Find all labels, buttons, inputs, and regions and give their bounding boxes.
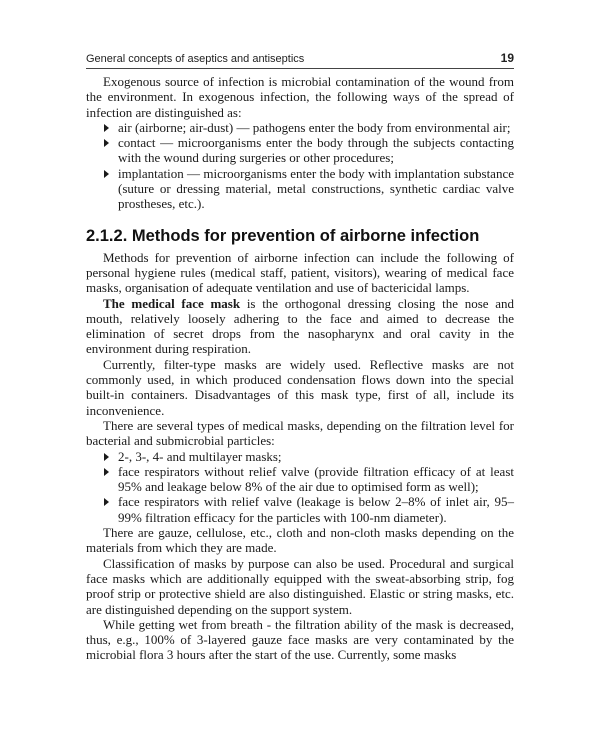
paragraph-exogenous: Exogenous source of infection is microbial contamination of the wound from the environment. In exogenous infection, the following ways of the spread of infection are distinguished as: [86, 74, 514, 120]
triangle-bullet-icon [104, 139, 109, 147]
bold-term: The medical face mask [103, 295, 241, 311]
running-title: General concepts of aseptics and antiseptics [86, 53, 305, 65]
triangle-bullet-icon [104, 124, 109, 132]
list-item: face respirators without relief valve (provide filtration efficacy of at least 95% and leakage below 8% of the air due to optimised form as well); [86, 464, 514, 495]
list-item: 2-, 3-, 4- and multilayer masks; [86, 449, 514, 464]
triangle-bullet-icon [104, 170, 109, 178]
paragraph-filter-masks: Currently, filter-type masks are widely used. Reflective masks are not commonly used, in which produced condensation flows down into the special built-in containers. Disadvantages of this mask type, first of all, include its inconvenience. [86, 356, 514, 418]
section-heading: 2.1.2. Methods for prevention of airborne infection [86, 226, 480, 245]
triangle-bullet-icon [104, 453, 109, 461]
list-item: face respirators with relief valve (leakage is below 2–8% of inlet air, 95–99% filtration efficacy for the particles with 100-nm diameter). [86, 494, 514, 525]
header-rule [86, 68, 514, 69]
body-text [86, 74, 514, 663]
paragraph-materials: There are gauze, cellulose, etc., cloth and non-cloth masks depending on the materials from which they are made. [86, 525, 514, 556]
triangle-bullet-icon [104, 468, 109, 476]
running-header [86, 51, 514, 65]
list-item: implantation — microorganisms enter the body with implantation substance (suture or dressing material, metal constructions, synthetic cardiac valve prostheses, etc.). [86, 166, 514, 212]
paragraph-face-mask: The medical face mask is the orthogonal dressing closing the nose and mouth, relatively loosely adhering to the face and aimed to decrease the elimination of secret drops from the nasopharynx and oral cavity in the environment during respiration. [86, 295, 514, 357]
paragraph-methods: Methods for prevention of airborne infection can include the following of personal hygiene rules (medical staff, patient, visitors), wearing of medical face masks, organisation of adequate ventilation and use of bactericidal lamps. [86, 249, 514, 296]
spread-ways-list [86, 120, 514, 212]
paragraph-classification: Classification of masks by purpose can also be used. Procedural and surgical face masks which are additionally equipped with the sweat-absorbing strip, fog proof strip or protective shield are also distinguished. Elastic or string masks, etc. are distinguished depending on the support system. [86, 555, 514, 617]
list-item: air (airborne; air-dust) — pathogens enter the body from environmental air; [86, 120, 514, 135]
page-number: 19 [500, 51, 514, 65]
mask-types-list [86, 449, 514, 525]
paragraph-mask-types: There are several types of medical masks, depending on the filtration level for bacterial and submicrobial particles: [86, 417, 514, 449]
paragraph-wet-breath: While getting wet from breath - the filtration ability of the mask is decreased, thus, e.g., 100% of 3-layered gauze face masks are very contaminated by the microbial flora 3 hours after the start of the use. Currently, some masks [86, 616, 514, 663]
list-item: contact — microorganisms enter the body through the subjects contacting with the wound during surgeries or other procedures; [86, 135, 514, 166]
triangle-bullet-icon [104, 498, 109, 506]
